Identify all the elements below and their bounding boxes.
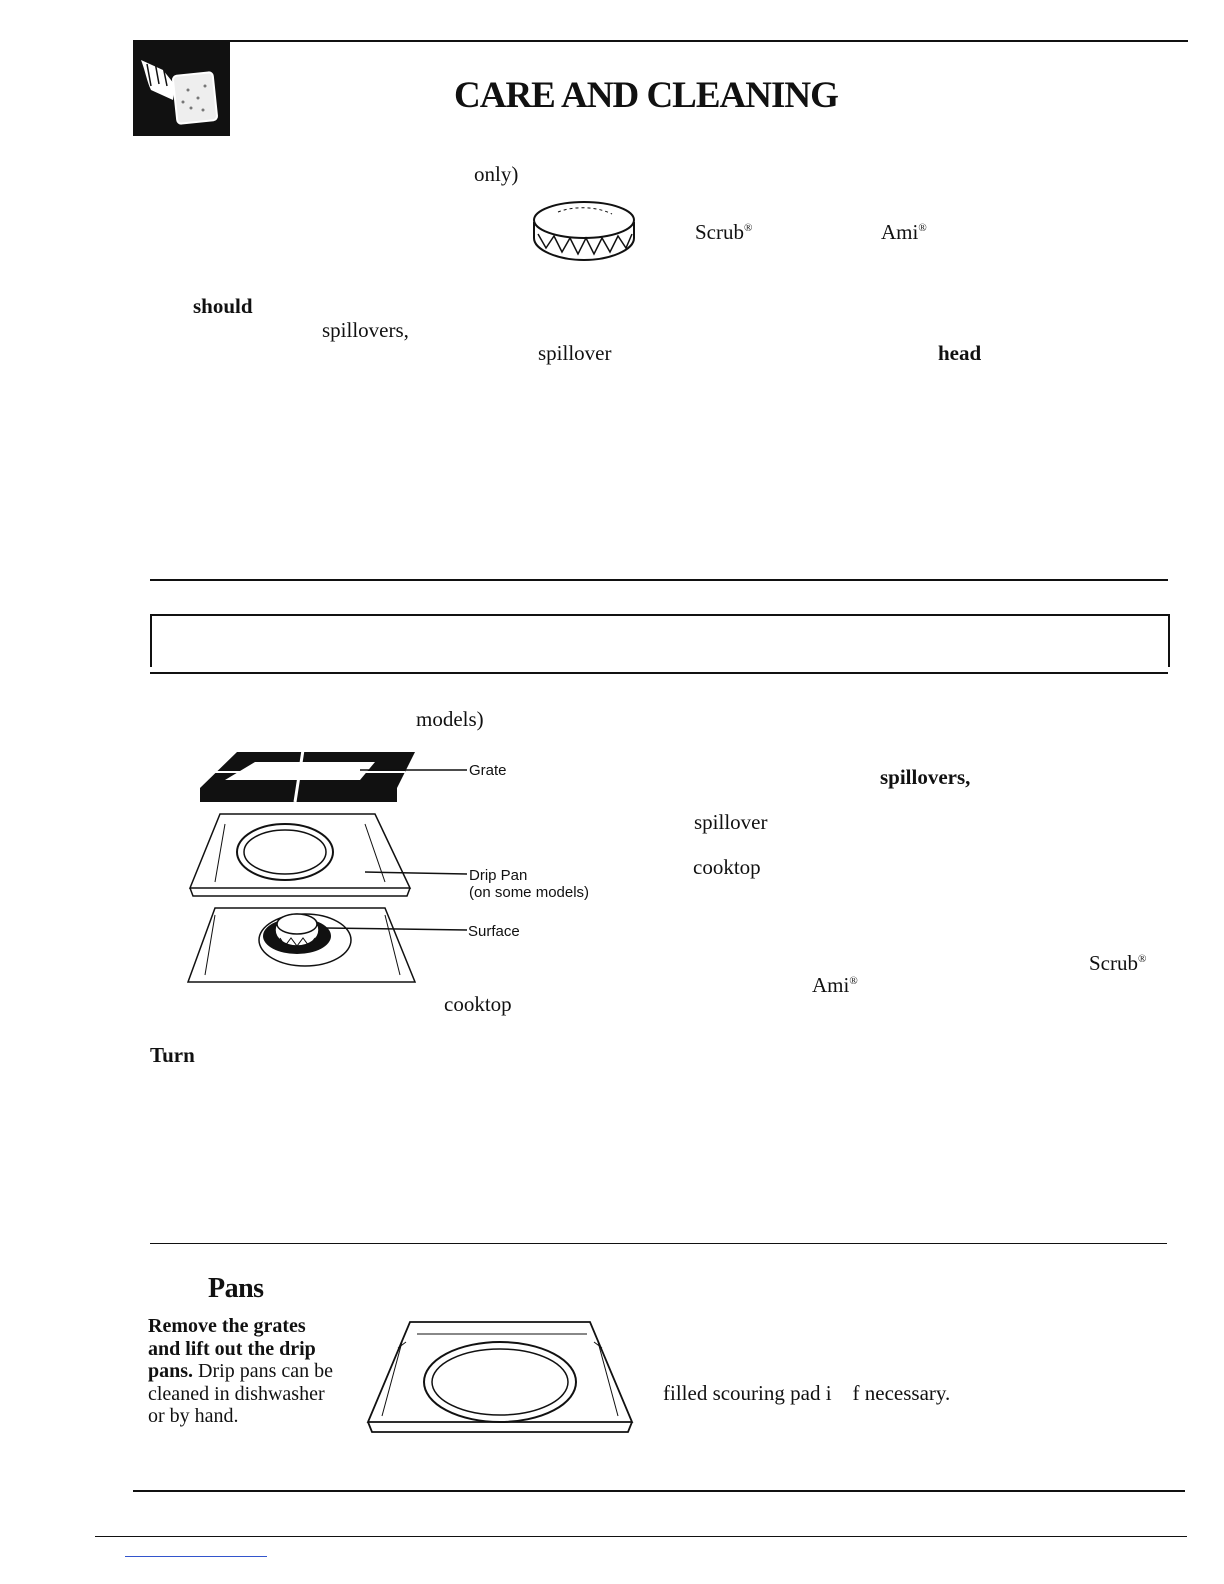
fragment-turn: Turn (150, 1043, 195, 1067)
fragment-spillover-2: spillover (694, 810, 768, 834)
fragment-spillovers: spillovers, (322, 318, 409, 342)
fragment-scrub-2: Scrub® (1089, 951, 1147, 975)
hand-sponge-icon (133, 40, 230, 136)
drip-pan-instructions: Remove the grates and lift out the drip pans. Drip pans can be cleaned in dishwasher or by hand. (148, 1315, 333, 1427)
section-divider (150, 579, 1168, 581)
note-box (150, 614, 1170, 667)
fragment-models: models) (416, 707, 484, 731)
fragment-only: only) (474, 162, 519, 186)
fragment-spillovers-bold: spillovers, (880, 765, 971, 789)
label-surface: Surface (468, 923, 520, 940)
fragment-cooktop-caption: cooktop (444, 992, 512, 1016)
fragment-should: should (193, 294, 253, 318)
label-drip-pan-note: (on some models) (469, 884, 590, 901)
label-drip-pan: Drip Pan (469, 867, 528, 884)
page-title: CARE AND CLEANING (454, 75, 838, 116)
fragment-ami-2: Ami® (812, 973, 858, 997)
fragment-head: head (938, 341, 982, 365)
label-grate: Grate (469, 762, 507, 779)
fragment-scouring: filled scouring pad i f necessary. (663, 1381, 951, 1405)
section-heading-pans: Pans (208, 1273, 264, 1304)
burner-exploded-diagram (185, 740, 475, 990)
drip-pan-illustration (362, 1312, 638, 1440)
fragment-cooktop: cooktop (693, 855, 761, 879)
fragment-ami: Ami® (881, 220, 927, 244)
fragment-scrub: Scrub® (695, 220, 753, 244)
fragment-spillover: spillover (538, 341, 612, 365)
burner-cap-illustration (528, 198, 640, 268)
